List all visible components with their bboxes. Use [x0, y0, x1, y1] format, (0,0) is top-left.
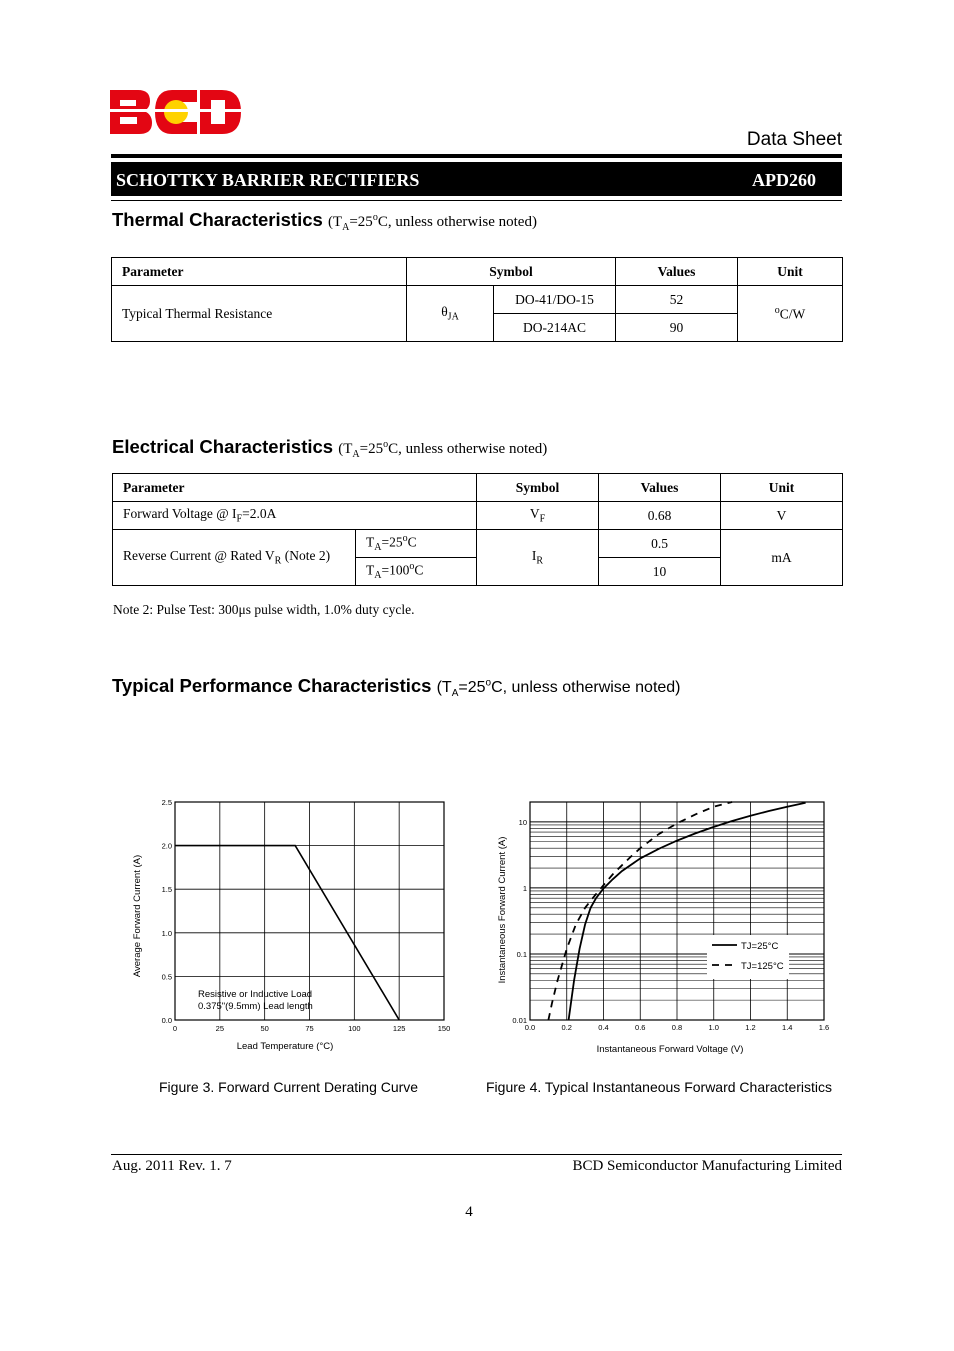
- vf-sym: V: [529, 506, 540, 522]
- page-number: 4: [465, 1204, 473, 1220]
- fig3-ytick-label: 2.5: [161, 798, 172, 807]
- footer-rule: [111, 1154, 842, 1155]
- fig4-xtick-label: 0.4: [598, 1023, 609, 1032]
- thermal-table: [111, 257, 843, 342]
- fig4-ylabel: Instantaneous Forward Current (A): [497, 836, 508, 984]
- th-symbol: Symbol: [407, 258, 616, 286]
- fig4-ytick-label: 0.01: [512, 1016, 527, 1025]
- fig4-grid: [530, 802, 824, 1020]
- fig4-series-25c: [569, 803, 806, 1020]
- header-rule: [111, 154, 842, 158]
- thermal-package-2: DO-214AC: [494, 314, 616, 342]
- ir-post: (Note 2): [281, 548, 331, 564]
- fig3-ytick-label: 1.0: [161, 928, 172, 938]
- cond-sup: o: [485, 677, 492, 689]
- fig4-xtick-label: 0.0: [524, 1023, 536, 1032]
- ir-unit: mA: [721, 530, 843, 586]
- electrical-condition: [338, 439, 548, 460]
- fig4-ytick-label: 0.1: [516, 949, 527, 959]
- fig4-xtick-label: 0.2: [561, 1023, 572, 1032]
- doc-type: Data Sheet: [746, 129, 842, 150]
- thermal-heading: [112, 209, 537, 233]
- c2-sub: A: [374, 570, 382, 582]
- fig4-xtick-label: 1.6: [818, 1023, 830, 1032]
- fig4-chart: [490, 790, 840, 1062]
- cond-post: C, unless otherwise noted): [377, 214, 537, 230]
- fig4-xtick-label: 0.6: [635, 1023, 646, 1032]
- vf-symbol: [477, 502, 599, 530]
- c1-pre: T: [366, 534, 375, 550]
- electrical-table: [112, 473, 843, 586]
- theta-sub: JA: [447, 311, 459, 323]
- vf-value: 0.68: [599, 502, 721, 530]
- cond-pre: (T: [327, 214, 343, 230]
- fig4-xtick-label: 1.4: [782, 1023, 793, 1032]
- fig3-xtick-label: 150: [437, 1024, 451, 1033]
- fig3-ytick-label: 1.5: [161, 885, 172, 895]
- ir-cond-2: [356, 558, 477, 586]
- fig4-xtick-label: 1.2: [745, 1023, 756, 1032]
- fig3-annotation-1: Resistive or Inductive Load: [198, 989, 313, 1000]
- fig4-xlabel: Instantaneous Forward Voltage (V): [596, 1044, 744, 1055]
- cond-sub: A: [352, 449, 360, 460]
- th-parameter: Parameter: [113, 474, 477, 502]
- electrical-heading-text: Electrical Characteristics: [112, 436, 334, 457]
- thermal-value-1: 52: [616, 286, 738, 314]
- fig4-xtick-label: 0.8: [671, 1023, 683, 1032]
- bcd-logo: [110, 88, 242, 136]
- cond-sub: A: [342, 222, 350, 233]
- note-2: Note 2: Pulse Test: 300μs pulse width, 1.0% duty cycle.: [113, 602, 415, 617]
- c1-mid: =25: [381, 534, 403, 550]
- cond-post: C, unless otherwise noted): [388, 441, 548, 457]
- thermal-heading-text: Thermal Characteristics: [112, 209, 323, 230]
- c1-sub: A: [374, 542, 382, 554]
- footer-company: BCD Semiconductor Manufacturing Limited: [572, 1158, 842, 1174]
- cond-pre: (T: [436, 679, 452, 696]
- fig3-xtick-label: 0: [172, 1024, 178, 1033]
- title-rule: [111, 200, 842, 201]
- cond-mid: =25: [458, 679, 486, 696]
- ir-value-2: 10: [599, 558, 721, 586]
- cond-pre: (T: [338, 441, 353, 457]
- fig3-ytick-label: 0.0: [161, 1016, 172, 1025]
- fig3-ytick-label: 2.0: [161, 841, 172, 851]
- fig4-legend-label-1: TJ=25°C: [741, 941, 779, 952]
- performance-heading: [112, 675, 681, 699]
- thermal-package-1: DO-41/DO-15: [494, 286, 616, 314]
- unit-sup: o: [774, 304, 780, 316]
- c2-mid: =100: [381, 562, 410, 578]
- c2-post: C: [414, 562, 424, 578]
- th-values: Values: [616, 258, 738, 286]
- fig3-xtick-label: 125: [392, 1024, 406, 1033]
- th-parameter: Parameter: [112, 258, 407, 286]
- part-number: APD260: [752, 170, 816, 190]
- c1-sup: o: [402, 533, 408, 545]
- thermal-symbol: [407, 286, 494, 342]
- ir-value-1: 0.5: [599, 530, 721, 558]
- footer-date: Aug. 2011 Rev. 1. 7: [112, 1158, 232, 1174]
- ir-symbol: [477, 530, 599, 586]
- ir-sym-sub: R: [536, 555, 544, 567]
- fig3-xtick-label: 50: [260, 1024, 269, 1033]
- vf-sub: F: [236, 513, 243, 525]
- fig4-ytick-label: 1: [522, 883, 527, 893]
- title-bar: [111, 162, 842, 196]
- fig4-ytick-label: 10: [518, 817, 527, 827]
- bcd-logo-graphic: [110, 88, 242, 136]
- ir-sub: R: [274, 555, 282, 567]
- ir-sym: I: [531, 548, 537, 564]
- vf-param: [113, 502, 477, 530]
- thermal-condition: [327, 212, 537, 233]
- cond-sup: o: [383, 439, 389, 450]
- cond-mid: =25: [359, 441, 384, 457]
- ir-param: [113, 530, 356, 586]
- th-values: Values: [599, 474, 721, 502]
- vf-sym-sub: F: [539, 513, 546, 525]
- fig3-chart: [120, 790, 465, 1060]
- fig4-xtick-label: 1.0: [708, 1023, 719, 1032]
- cond-post: C, unless otherwise noted): [491, 679, 681, 696]
- vf-post: =2.0A: [242, 506, 277, 522]
- unit-post: C/W: [779, 306, 806, 322]
- fig3-ylabel: Average Forward Current (A): [132, 854, 143, 978]
- fig3-xtick-label: 100: [348, 1024, 361, 1033]
- fig3-xtick-label: 25: [215, 1024, 225, 1033]
- fig3-grid: [175, 802, 444, 1020]
- thermal-unit: [738, 286, 843, 342]
- c2-sup: o: [409, 561, 415, 573]
- fig4-legend-label-2: TJ=125°C: [741, 961, 784, 972]
- fig3-ytick-label: 0.5: [161, 972, 172, 982]
- fig4-caption: Figure 4. Typical Instantaneous Forward Characteristics: [486, 1079, 833, 1095]
- c1-post: C: [407, 534, 417, 550]
- electrical-heading: [112, 436, 547, 460]
- vf-pre: Forward Voltage @ I: [123, 506, 237, 522]
- th-symbol: Symbol: [477, 474, 599, 502]
- performance-heading-text: Typical Performance Characteristics: [112, 675, 432, 696]
- vf-unit: V: [721, 502, 843, 530]
- thermal-param: Typical Thermal Resistance: [112, 286, 407, 342]
- fig3-xtick-label: 75: [305, 1024, 314, 1033]
- ir-cond-1: [356, 530, 477, 558]
- fig3-caption: Figure 3. Forward Current Derating Curve: [159, 1079, 419, 1095]
- c2-pre: T: [366, 562, 375, 578]
- cond-sub: A: [451, 688, 459, 700]
- theta-symbol: θ: [441, 304, 448, 320]
- th-unit: Unit: [721, 474, 843, 502]
- th-unit: Unit: [738, 258, 843, 286]
- cond-sup: o: [372, 212, 378, 223]
- product-title: SCHOTTKY BARRIER RECTIFIERS: [116, 170, 420, 190]
- ir-pre: Reverse Current @ Rated V: [123, 548, 275, 564]
- fig3-xlabel: Lead Temperature (°C): [236, 1041, 334, 1052]
- performance-condition: [436, 677, 681, 700]
- fig3-annotation-2: 0.375"(9.5mm) Lead length: [198, 1001, 313, 1012]
- cond-mid: =25: [349, 214, 373, 230]
- thermal-value-2: 90: [616, 314, 738, 342]
